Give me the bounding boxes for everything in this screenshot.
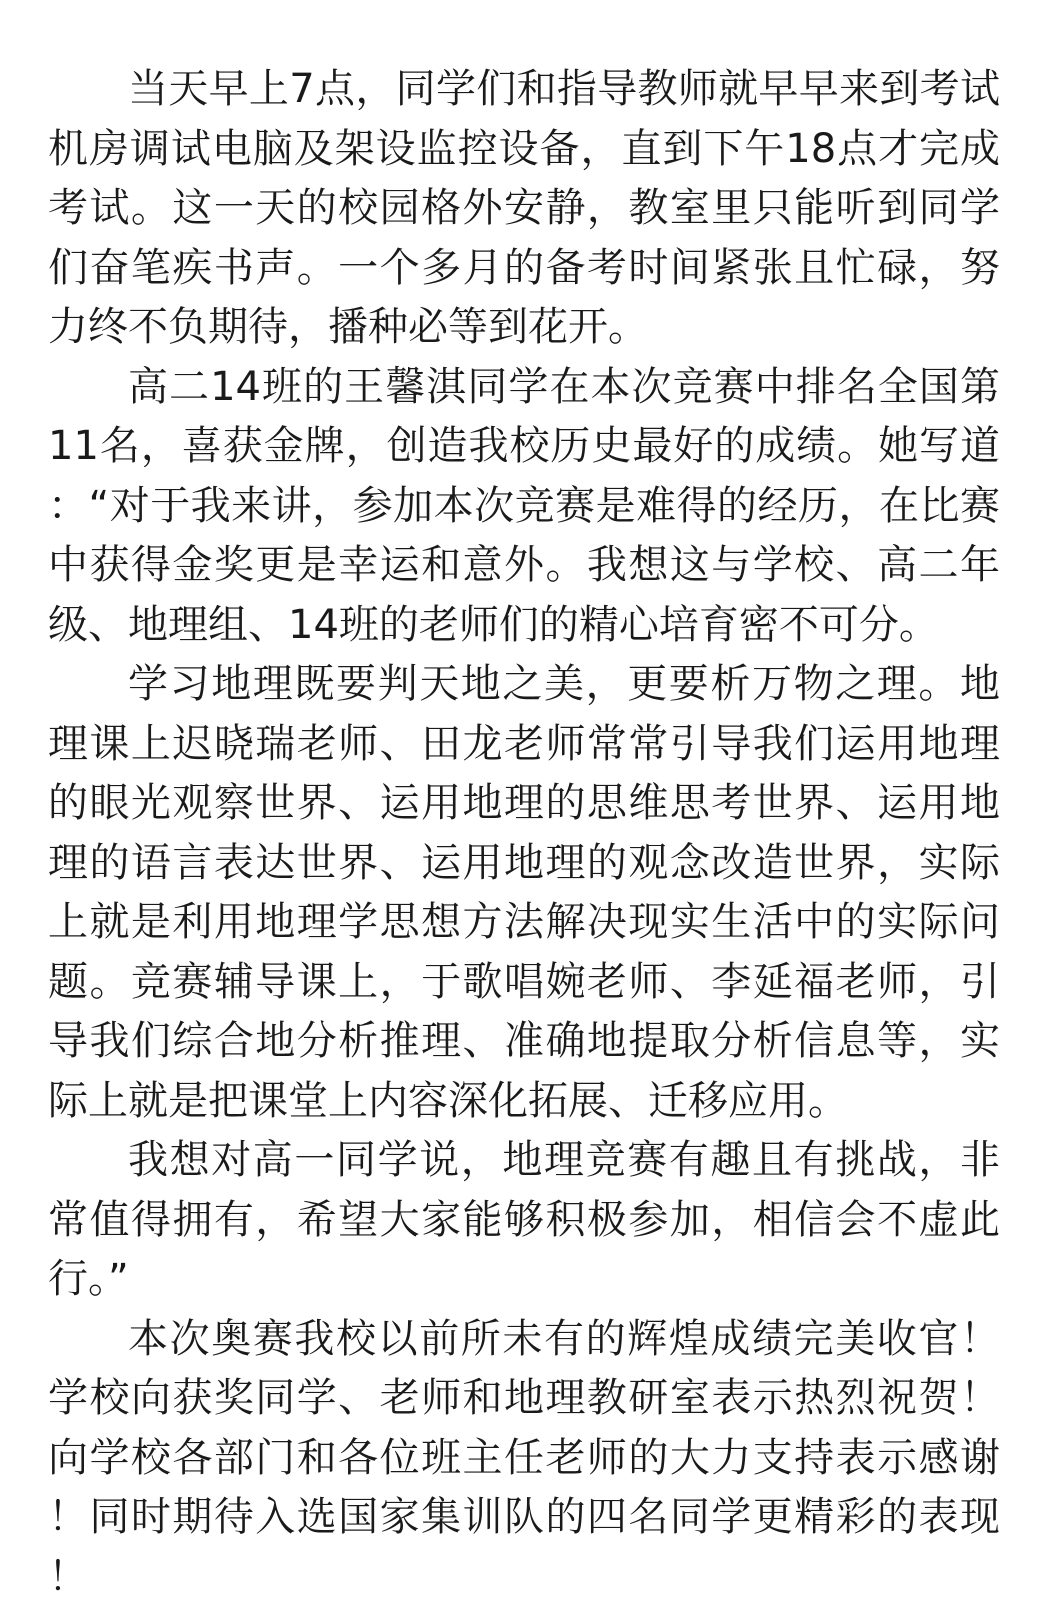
paragraph-congratulations: 本次奥赛我校以前所未有的辉煌成绩完美收官！学校向获奖同学、老师和地理教研室表示热烈祝贺！向学校各部门和各位班主任老师的大力支持表示感谢！同时期待入选国家集训队的四名同学更精彩的表现！ bbox=[48, 1310, 1000, 1607]
paragraph-learning-geography: 学习地理既要判天地之美，更要析万物之理。地理课上迟晓瑞老师、田龙老师常常引导我们运用地理的眼光观察世界、运用地理的思维思考世界、运用地理的语言表达世界、运用地理的观念改造世界，实际上就是利用地理学思想方法解决现实生活中的实际问题。竞赛辅导课上，于歌唱婉老师、李延福老师，引导我们综合地分析推理、准确地提取分析信息等，实际上就是把课堂上内容深化拓展、迁移应用。 bbox=[48, 655, 1000, 1131]
paragraph-gold-medal: 高二14班的王馨淇同学在本次竞赛中排名全国第11名，喜获金牌，创造我校历史最好的成绩。她写道：“对于我来讲，参加本次竞赛是难得的经历，在比赛中获得金奖更是幸运和意外。我想这与学校、高二年级、地理组、14班的老师们的精心培育密不可分。 bbox=[48, 358, 1000, 656]
paragraph-message-to-juniors: 我想对高一同学说，地理竞赛有趣且有挑战，非常值得拥有，希望大家能够积极参加，相信会不虚此行。” bbox=[48, 1131, 1000, 1310]
paragraph-exam-day: 当天早上7点，同学们和指导教师就早早来到考试机房调试电脑及架设监控设备，直到下午18点才完成考试。这一天的校园格外安静，教室里只能听到同学们奋笔疾书声。一个多月的备考时间紧张且忙碌，努力终不负期待，播种必等到花开。 bbox=[48, 60, 1000, 358]
